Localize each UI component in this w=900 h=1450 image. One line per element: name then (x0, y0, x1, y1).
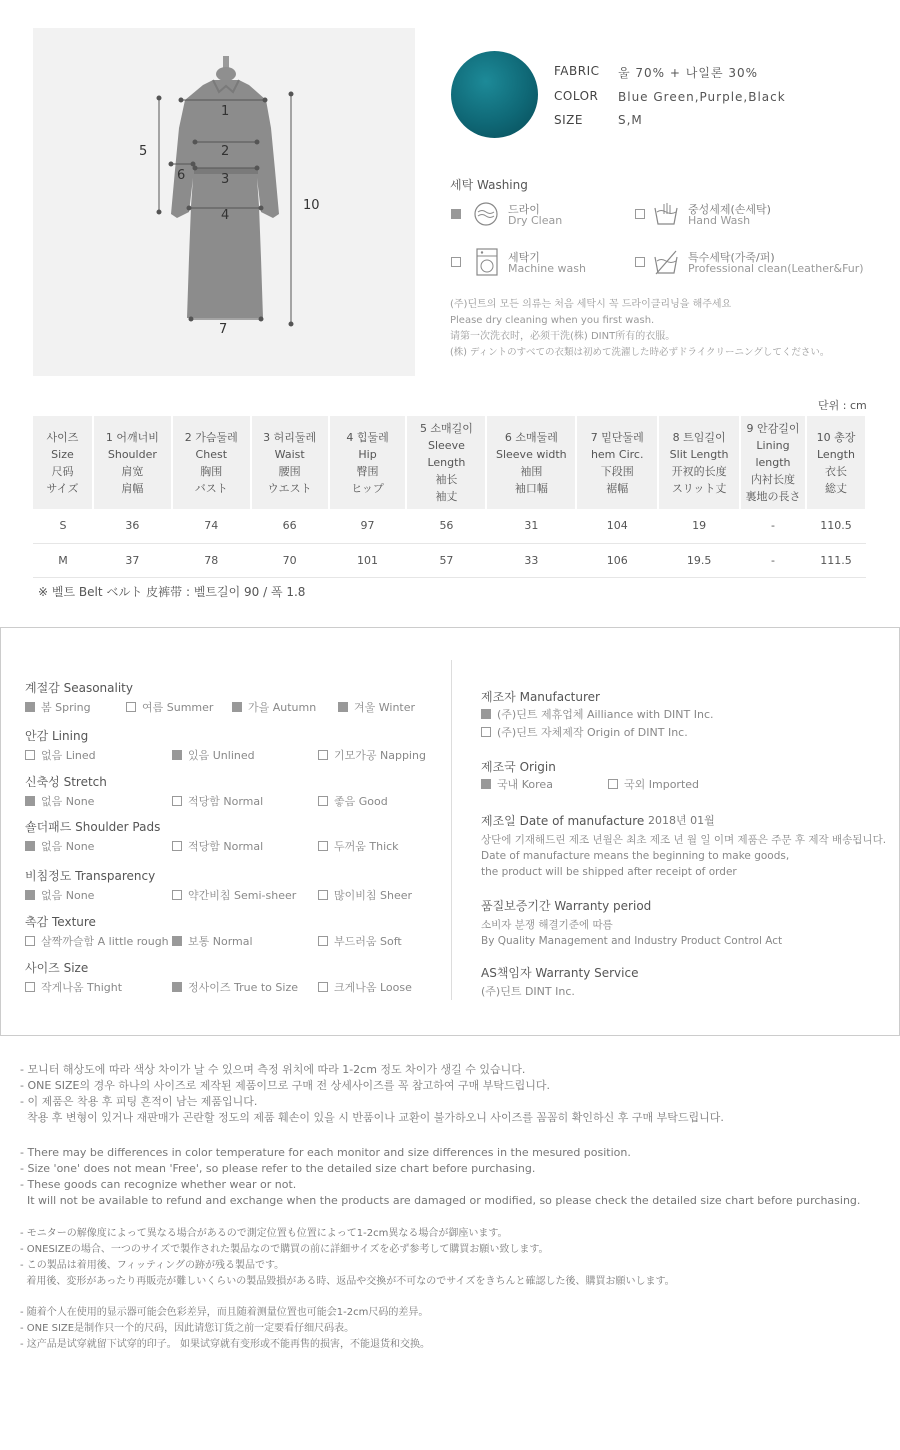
header-line: ウエスト (267, 481, 312, 495)
attribute-option[interactable] (25, 933, 169, 949)
attribute-option-label: 없음 None (41, 795, 95, 808)
attribute-option[interactable] (318, 979, 412, 995)
size-table-header-cell (406, 416, 486, 509)
header-line: 开衩的长度 (671, 464, 727, 478)
diagram-label-6: 6 (177, 168, 186, 183)
manufacturer-alliance-checkbox[interactable] (481, 709, 491, 719)
attribute-option[interactable] (318, 933, 402, 949)
notice-line: - モニターの解像度によって異なる場合があるので測定位置も位置によって1-2cm異なる場合が御座います。 (20, 1228, 508, 1239)
header-line: 6 소매둘레 (504, 430, 558, 444)
dry-clean-checkbox[interactable] (451, 209, 461, 219)
size-table-header-cell (806, 416, 866, 509)
attributes-divider (451, 660, 452, 1000)
header-line: 袖丈 (435, 490, 458, 503)
header-line: サイズ (46, 481, 79, 495)
header-line: 尺码 (51, 464, 74, 478)
attribute-checkbox[interactable] (25, 750, 35, 760)
size-table-header-cell (251, 416, 329, 509)
notice-line: - 이 제품은 착용 후 피팅 흔적이 남는 제품입니다. (20, 1095, 258, 1108)
attribute-option-label: 봄 Spring (41, 701, 91, 714)
origin-korea-checkbox[interactable] (481, 779, 491, 789)
attribute-option[interactable] (25, 747, 96, 763)
notice-kr (20, 1062, 724, 1126)
washing-note-en: Please dry cleaning when you first wash. (450, 315, 655, 326)
header-line: Shoulder (107, 447, 157, 461)
attribute-checkbox[interactable] (172, 841, 182, 851)
attribute-group-title: 비침정도 Transparency (25, 869, 156, 883)
notice-line: - ONESIZEの場合、一つのサイズで製作された製品なので購買の前に詳細サイズを必ず参考して購買お願い致します。 (20, 1244, 549, 1255)
table-cell: 104 (576, 509, 658, 543)
diagram-label-10: 10 (303, 198, 320, 213)
header-line: Size (51, 447, 74, 461)
washing-notes (450, 297, 829, 361)
professional-clean-icon (652, 247, 680, 277)
origin-imported-label: 국외 Imported (624, 778, 700, 791)
table-cell: 33 (486, 543, 576, 577)
notice-line: - ONE SIZE의 경우 하나의 사이즈로 제작된 제품이므로 구매 전 상세사이즈를 꼭 참고하여 구매 부탁드립니다. (20, 1079, 551, 1092)
machine-wash-en: Machine wash (508, 262, 586, 275)
table-cell: S (33, 509, 93, 543)
attribute-option-label: 살짝까슬함 A little rough (41, 935, 169, 948)
notice-line: - ONE SIZE是制作只一个的尺码，因此请您订货之前一定要看仔细尺码表。 (20, 1323, 355, 1334)
attribute-option-label: 있음 Unlined (188, 749, 255, 762)
professional-clean-checkbox[interactable] (635, 257, 645, 267)
hand-wash-checkbox[interactable] (635, 209, 645, 219)
table-cell: 37 (93, 543, 172, 577)
attribute-option[interactable] (25, 887, 94, 903)
attribute-option[interactable] (172, 838, 263, 854)
notice-line: - 这产品是试穿就留下试穿的印子。 如果试穿就有变形或不能再售的损害，不能退货和交换。 (20, 1339, 430, 1350)
color-value: Blue Green,Purple,Black (618, 90, 786, 104)
attribute-option-label: 좋음 Good (334, 795, 388, 808)
attribute-checkbox[interactable] (172, 936, 182, 946)
product-attributes-box (0, 627, 900, 1036)
notice-line: 着用後、変形があったり再販売が難しいくらいの製品毀損がある時、返品や交換が不可なのでサイズをきちんと確認した後、購買お願いします。 (20, 1276, 675, 1287)
manufacturer-title: 제조자 Manufacturer (481, 690, 600, 704)
table-cell: 56 (406, 509, 486, 543)
notice-line: - この製品は着用後、フィッティングの跡が残る製品です。 (20, 1260, 285, 1271)
attribute-checkbox[interactable] (318, 982, 328, 992)
size-table-header-cell (740, 416, 806, 509)
attribute-group-title: 촉감 Texture (25, 915, 96, 929)
header-line: ヒップ (351, 481, 384, 495)
attribute-option-label: 겨울 Winter (354, 701, 416, 714)
attribute-checkbox[interactable] (172, 750, 182, 760)
table-cell: M (33, 543, 93, 577)
table-cell: 110.5 (806, 509, 866, 543)
washing-title: 세탁 Washing (450, 178, 528, 192)
header-line: 5 소매길이 (419, 422, 473, 435)
header-line: スリット丈 (671, 481, 727, 495)
header-line: 腰围 (278, 464, 301, 478)
header-line: 肩幅 (121, 481, 144, 495)
header-line: Slit Length (669, 447, 729, 461)
attribute-option[interactable] (172, 979, 298, 995)
fabric-swatch (451, 51, 538, 138)
hand-wash-kr: 중성세제(손세탁) (688, 203, 771, 216)
washing-note-cn: 请第一次洗衣时，必须干洗(株) DINT所有的衣服。 (450, 331, 676, 342)
attribute-option[interactable] (318, 793, 388, 809)
header-line: 10 총장 (816, 430, 856, 444)
attribute-checkbox[interactable] (232, 702, 242, 712)
attribute-checkbox[interactable] (25, 702, 35, 712)
notice-line: It will not be available to refund and exchange when the products are damaged or modified, so please check the detailed size chart before purchasing. (20, 1194, 861, 1207)
header-line: Sleeve Length (427, 439, 466, 469)
attribute-checkbox[interactable] (25, 841, 35, 851)
dry-clean-en: Dry Clean (508, 214, 563, 227)
header-line: 肩宽 (121, 464, 144, 478)
attribute-option-label: 적당함 Normal (188, 840, 264, 853)
notice-cn (20, 1305, 430, 1353)
size-table-header-cell (329, 416, 407, 509)
header-line: 内衬长度 (751, 473, 795, 486)
attribute-option[interactable] (172, 793, 263, 809)
table-cell: - (740, 509, 806, 543)
service-title: AS책임자 Warranty Service (481, 966, 639, 980)
attribute-option-label: 기모가공 Napping (334, 749, 426, 762)
header-line: 2 가슴둘레 (184, 430, 238, 444)
machine-wash-kr: 세탁기 (508, 251, 540, 264)
header-line: 袖长 (435, 473, 458, 486)
date-note-en-1: Date of manufacture means the beginning to make goods, (481, 850, 790, 862)
attribute-group-title: 숄더패드 Shoulder Pads (25, 820, 161, 834)
attribute-checkbox[interactable] (318, 796, 328, 806)
size-table-header-cell (576, 416, 658, 509)
professional-clean-kr: 특수세탁(가죽/퍼) (688, 251, 775, 264)
attribute-group-title: 사이즈 Size (25, 961, 89, 975)
attribute-option[interactable] (318, 747, 426, 763)
header-line: 袖口幅 (514, 481, 548, 495)
attribute-checkbox[interactable] (25, 936, 35, 946)
date-note-en-2: the product will be shipped after receipt of order (481, 866, 737, 878)
origin-korea-label: 국내 Korea (497, 778, 553, 791)
attribute-checkbox[interactable] (318, 890, 328, 900)
notice-jp (20, 1226, 675, 1290)
attribute-option[interactable] (172, 887, 296, 903)
header-line: Waist (274, 447, 305, 461)
manufacturer-origin-checkbox[interactable] (481, 727, 491, 737)
attribute-option-label: 없음 None (41, 840, 95, 853)
hand-wash-en: Hand Wash (688, 214, 751, 227)
diagram-label-5: 5 (139, 144, 148, 159)
date-value: 2018년 01월 (648, 814, 715, 827)
machine-wash-checkbox[interactable] (451, 257, 461, 267)
washing-note-kr: (주)딘트의 모든 의류는 처음 세탁시 꼭 드라이클리닝을 해주세요 (450, 299, 732, 310)
notice-line: 착용 후 변형이 있거나 재판매가 곤란할 정도의 제품 훼손이 있을 시 반품이나 교환이 불가하오니 사이즈를 꼼꼼히 확인하신 후 구매 부탁드립니다. (20, 1111, 724, 1124)
table-cell: 70 (251, 543, 329, 577)
attribute-option[interactable] (25, 793, 94, 809)
table-cell: 101 (329, 543, 407, 577)
header-line: 衣长 (824, 464, 847, 478)
table-cell: 106 (576, 543, 658, 577)
size-table-header-cell (33, 416, 93, 509)
dry-clean-kr: 드라이 (508, 203, 540, 216)
attribute-checkbox[interactable] (25, 982, 35, 992)
header-line: バスト (194, 481, 228, 495)
attribute-option-label: 크게나옴 Loose (334, 981, 412, 994)
notice-en (20, 1145, 860, 1209)
warranty-title: 품질보증기간 Warranty period (481, 899, 652, 913)
table-cell: 19.5 (658, 543, 740, 577)
table-row (33, 543, 866, 577)
header-line: 7 밑단둘레 (590, 430, 644, 444)
attribute-option[interactable] (172, 747, 255, 763)
attribute-checkbox[interactable] (338, 702, 348, 712)
table-cell: - (740, 543, 806, 577)
attribute-option-label: 약간비침 Semi-sheer (188, 889, 297, 902)
size-value: S,M (618, 113, 643, 127)
attribute-option[interactable] (338, 699, 415, 715)
washing-note-jp: (株) ディントのすべての衣類は初めて洗濯した時必ずドライクリーニングしてください。 (450, 347, 830, 358)
table-cell: 74 (172, 509, 251, 543)
table-cell: 111.5 (806, 543, 866, 577)
diagram-label-4: 4 (221, 208, 230, 223)
attribute-option[interactable] (25, 979, 122, 995)
header-line: 総丈 (824, 481, 847, 495)
service-value: (주)딘트 DINT Inc. (481, 985, 575, 998)
attribute-option[interactable] (318, 838, 399, 854)
header-line: 4 힙둘레 (346, 430, 389, 444)
table-cell: 31 (486, 509, 576, 543)
table-cell: 36 (93, 509, 172, 543)
size-label: SIZE (554, 113, 583, 127)
header-line: 9 안감길이 (746, 422, 800, 435)
attribute-option-label: 가을 Autumn (248, 701, 317, 714)
origin-option-korea[interactable] (481, 776, 553, 792)
fabric-value: 울 70% + 나일론 30% (618, 66, 759, 80)
header-line: 胸围 (200, 464, 223, 478)
origin-title: 제조국 Origin (481, 760, 556, 774)
notice-line: - These goods can recognize whether wear or not. (20, 1178, 297, 1191)
manufacturer-alliance-label: (주)딘트 제휴업체 Ailliance with DINT Inc. (497, 708, 714, 721)
diagram-label-1: 1 (221, 104, 230, 119)
attribute-option-label: 작게나옴 Thight (41, 981, 123, 994)
attribute-option-label: 적당함 Normal (188, 795, 264, 808)
warranty-note-kr: 소비자 분쟁 해결기준에 따름 (481, 919, 613, 931)
attribute-option-label: 두꺼움 Thick (334, 840, 399, 853)
header-line: 裾幅 (606, 481, 629, 495)
attribute-option-label: 여름 Summer (142, 701, 214, 714)
header-line: 裏地の長さ (745, 490, 801, 503)
attribute-checkbox[interactable] (25, 890, 35, 900)
attribute-option-label: 부드러움 Soft (334, 935, 402, 948)
attribute-option[interactable] (318, 887, 412, 903)
attribute-group-title: 안감 Lining (25, 729, 89, 743)
attribute-checkbox[interactable] (172, 982, 182, 992)
attribute-option[interactable] (25, 838, 94, 854)
notice-line: - 随着个人在使用的显示器可能会色彩差异，而且随着测量位置也可能会1-2cm尺码的差异。 (20, 1307, 429, 1318)
attribute-checkbox[interactable] (318, 750, 328, 760)
color-label: COLOR (554, 89, 599, 103)
washing-machine-icon (474, 247, 500, 277)
header-line: 3 허리둘레 (263, 430, 317, 444)
table-cell: 19 (658, 509, 740, 543)
table-cell: 57 (406, 543, 486, 577)
diagram-label-7: 7 (219, 322, 228, 337)
header-line: 1 어깨너비 (105, 430, 159, 444)
attribute-checkbox[interactable] (172, 796, 182, 806)
size-table-header-cell (486, 416, 576, 509)
attribute-option-label: 없음 None (41, 889, 95, 902)
diagram-label-3: 3 (221, 172, 230, 187)
attribute-checkbox[interactable] (25, 796, 35, 806)
header-line: 臀围 (356, 464, 379, 478)
size-table (33, 416, 867, 578)
header-line: 사이즈 (46, 430, 79, 444)
attribute-option[interactable] (126, 699, 213, 715)
measurement-diagram (33, 28, 415, 376)
professional-clean-en: Professional clean(Leather&Fur) (688, 262, 864, 275)
header-line: Chest (195, 447, 228, 461)
table-cell: 97 (329, 509, 407, 543)
attribute-option-label: 많이비침 Sheer (334, 889, 413, 902)
attribute-group-title: 신축성 Stretch (25, 775, 107, 789)
size-table-header-cell (172, 416, 251, 509)
manufacturer-option-origin[interactable] (481, 724, 688, 740)
size-table-header-cell (658, 416, 740, 509)
warranty-note-en: By Quality Management and Industry Product Control Act (481, 935, 783, 947)
origin-imported-checkbox[interactable] (608, 779, 618, 789)
header-line: 袖围 (520, 464, 543, 478)
dry-clean-icon (472, 200, 500, 228)
header-line: Hip (358, 447, 377, 461)
table-cell: 78 (172, 543, 251, 577)
unit-label: 단위 : cm (818, 399, 867, 412)
attribute-group-title: 계절감 Seasonality (25, 681, 133, 695)
header-line: hem Circ. (590, 447, 644, 461)
size-table-header-cell (93, 416, 172, 509)
table-cell: 66 (251, 509, 329, 543)
header-line: Lining length (755, 439, 791, 469)
diagram-label-2: 2 (221, 144, 230, 159)
attribute-option-label: 정사이즈 True to Size (188, 981, 298, 994)
attribute-checkbox[interactable] (126, 702, 136, 712)
notice-line: - Size 'one' does not mean 'Free', so please refer to the detailed size chart before purchasing. (20, 1162, 536, 1175)
attribute-checkbox[interactable] (172, 890, 182, 900)
warranty-notes (481, 917, 782, 949)
notice-line: - 모니터 해상도에 따라 색상 차이가 날 수 있으며 측정 위치에 따라 1-2cm 정도 차이가 생길 수 있습니다. (20, 1063, 526, 1076)
attribute-checkbox[interactable] (318, 841, 328, 851)
date-title: 제조일 Date of manufacture (481, 814, 645, 828)
size-table-header (33, 416, 866, 509)
header-line: Sleeve width (495, 447, 567, 461)
date-notes (481, 832, 886, 880)
manufacturer-origin-label: (주)딘트 자체제작 Origin of DINT Inc. (497, 726, 688, 739)
fabric-label: FABRIC (554, 64, 600, 78)
attribute-option[interactable] (25, 699, 91, 715)
attribute-option-label: 보통 Normal (188, 935, 253, 948)
hand-wash-icon (652, 200, 680, 228)
table-row (33, 509, 866, 543)
header-line: 8 트임길이 (672, 430, 726, 444)
belt-note: ※ 벨트 Belt ベルト 皮裤带 : 벨트길이 90 / 폭 1.8 (38, 585, 306, 599)
attribute-checkbox[interactable] (318, 936, 328, 946)
attribute-option[interactable] (232, 699, 316, 715)
notice-line: - There may be differences in color temperature for each monitor and size differences in the mesured position. (20, 1146, 631, 1159)
origin-option-imported[interactable] (608, 776, 699, 792)
attribute-option-label: 없음 Lined (41, 749, 96, 762)
attribute-option[interactable] (172, 933, 253, 949)
manufacturer-option-alliance[interactable] (481, 706, 714, 722)
date-note-kr: 상단에 기재해드린 제조 년월은 최초 제조 년 월 일 이며 제품은 주문 후 제작 배송됩니다. (481, 834, 887, 846)
header-line: 下段围 (600, 464, 634, 478)
header-line: Length (817, 447, 855, 461)
